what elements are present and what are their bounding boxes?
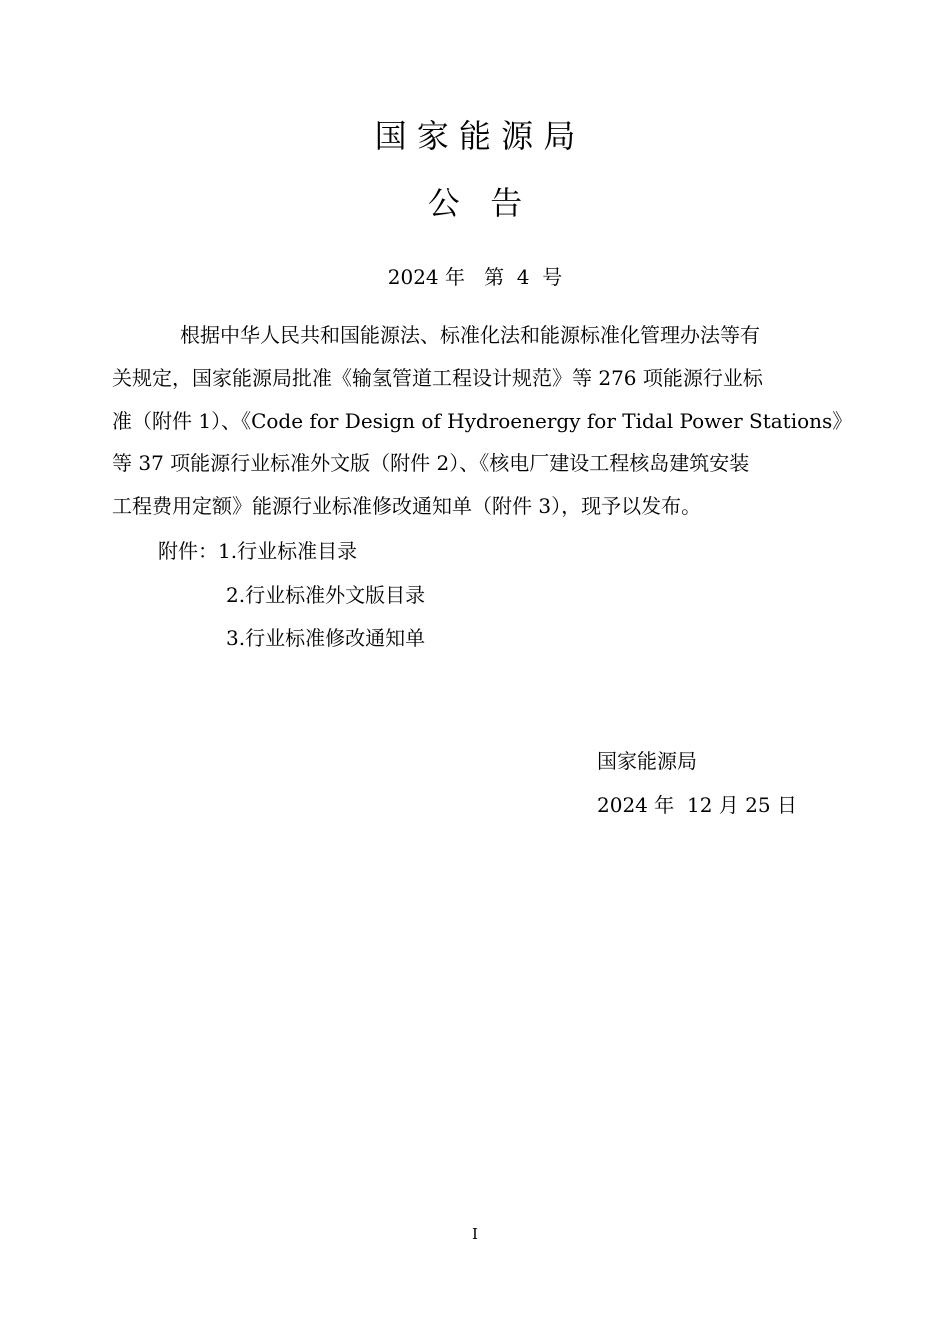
announcement-paragraph (112, 314, 853, 528)
paragraph-line: 等 37 项能源行业标准外文版（附件 2）、《核电厂建设工程核岛建筑安装 (112, 451, 750, 476)
signature-date: 2024 年 12 月 25 日 (597, 793, 797, 817)
attachment-item-3: 3.行业标准修改通知单 (226, 626, 426, 650)
paragraph-line: 准（附件 1）、《Code for Design of Hydroenergy for Tidal Power Stations》 (112, 408, 853, 433)
paragraph-line: 工程费用定额》能源行业标准修改通知单（附件 3），现予以发布。 (112, 494, 702, 519)
page-number: I (472, 1225, 478, 1243)
signature-organization: 国家能源局 (597, 749, 697, 773)
document-title: 国 家 能 源 局 (374, 117, 576, 155)
paragraph-line: 根据中华人民共和国能源法、标准化法和能源标准化管理办法等有 (180, 323, 760, 347)
attachment-item-2: 2.行业标准外文版目录 (226, 583, 426, 607)
document-subtitle: 公 告 (427, 184, 523, 222)
paragraph-line: 关规定，国家能源局批准《输氢管道工程设计规范》等 276 项能源行业标 (112, 365, 763, 390)
attachment-item-1: 附件：1.行业标准目录 (158, 539, 358, 563)
issue-number: 2024 年 第 4 号 (387, 265, 563, 289)
